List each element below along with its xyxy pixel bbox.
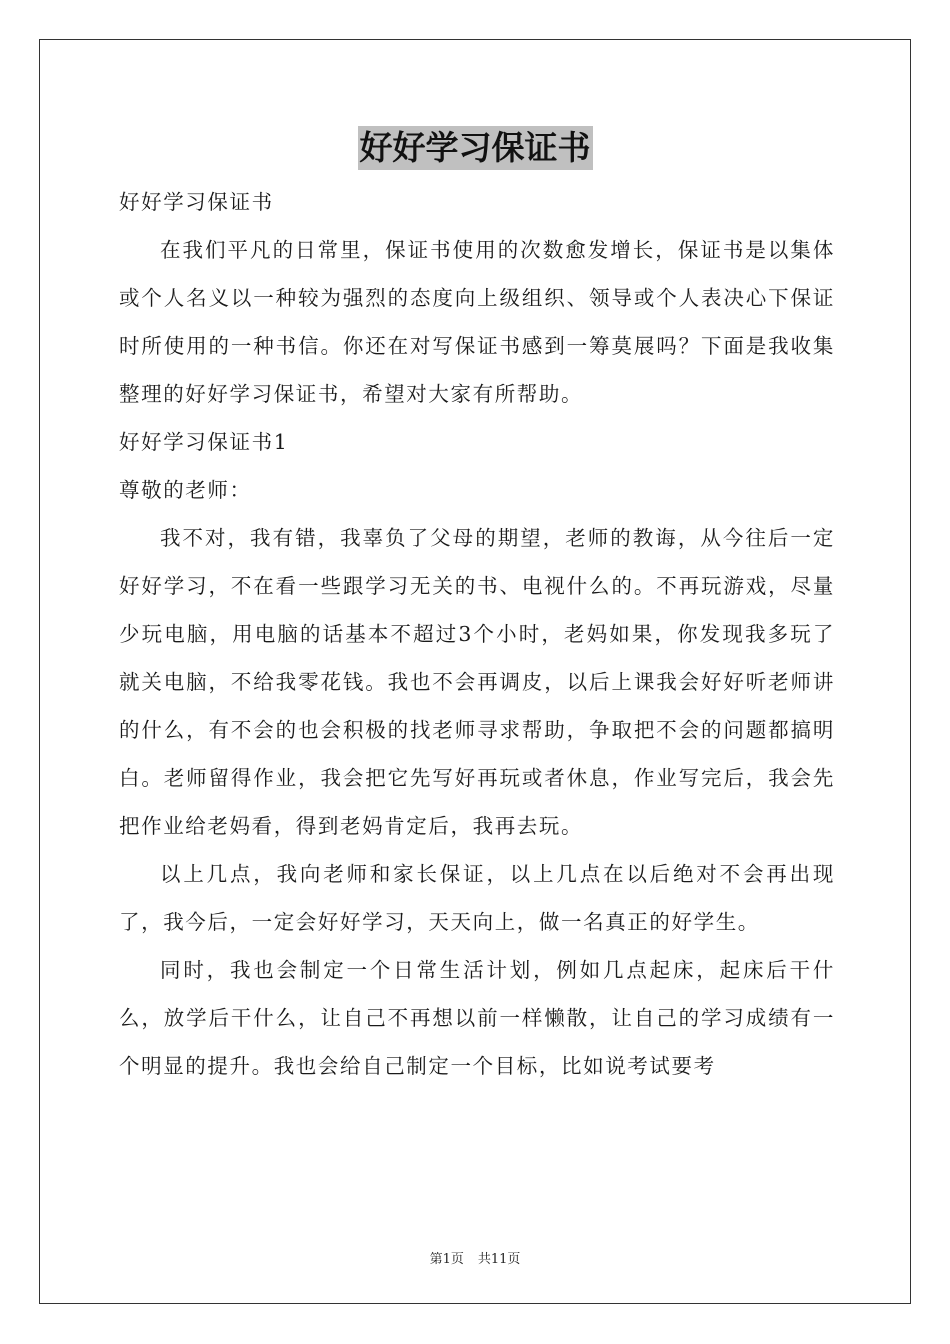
page-number: 第1页 [429, 1252, 464, 1267]
page-total: 共11页 [477, 1252, 521, 1267]
document-body [119, 178, 835, 1090]
page-footer [0, 1248, 950, 1267]
document-title: 好好学习保证书 [358, 126, 593, 170]
intro-paragraph: 在我们平凡的日常里，保证书使用的次数愈发增长，保证书是以集体或个人名义以一种较为强烈的态度向上级组织、领导或个人表决心下保证时所使用的一种书信。你还在对写保证书感到一筹莫展吗？下面是我收集整理的好好学习保证书，希望对大家有所帮助。 [119, 238, 835, 406]
body-paragraph: 我不对，我有错，我辜负了父母的期望，老师的教诲，从今往后一定好好学习，不在看一些跟学习无关的书、电视什么的。不再玩游戏，尽量少玩电脑，用电脑的话基本不超过3个小时，老妈如果，你发现我多玩了就关电脑，不给我零花钱。我也不会再调皮，以后上课我会好好听老师讲的什么，有不会的也会积极的找老师寻求帮助，争取把不会的问题都搞明白。老师留得作业，我会把它先写好再玩或者休息，作业写完后，我会先把作业给老妈看，得到老妈肯定后，我再去玩。 [119, 526, 835, 838]
salutation: 尊敬的老师： [119, 478, 252, 502]
title-container [0, 126, 950, 170]
subtitle-line: 好好学习保证书 [119, 190, 274, 214]
body-paragraph: 以上几点，我向老师和家长保证，以上几点在以后绝对不会再出现了，我今后，一定会好好学习，天天向上，做一名真正的好学生。 [119, 862, 835, 934]
body-paragraph: 同时，我也会制定一个日常生活计划，例如几点起床，起床后干什么，放学后干什么，让自己不再想以前一样懒散，让自己的学习成绩有一个明显的提升。我也会给自己制定一个目标，比如说考试要考 [119, 958, 835, 1078]
section-heading: 好好学习保证书1 [119, 430, 289, 454]
